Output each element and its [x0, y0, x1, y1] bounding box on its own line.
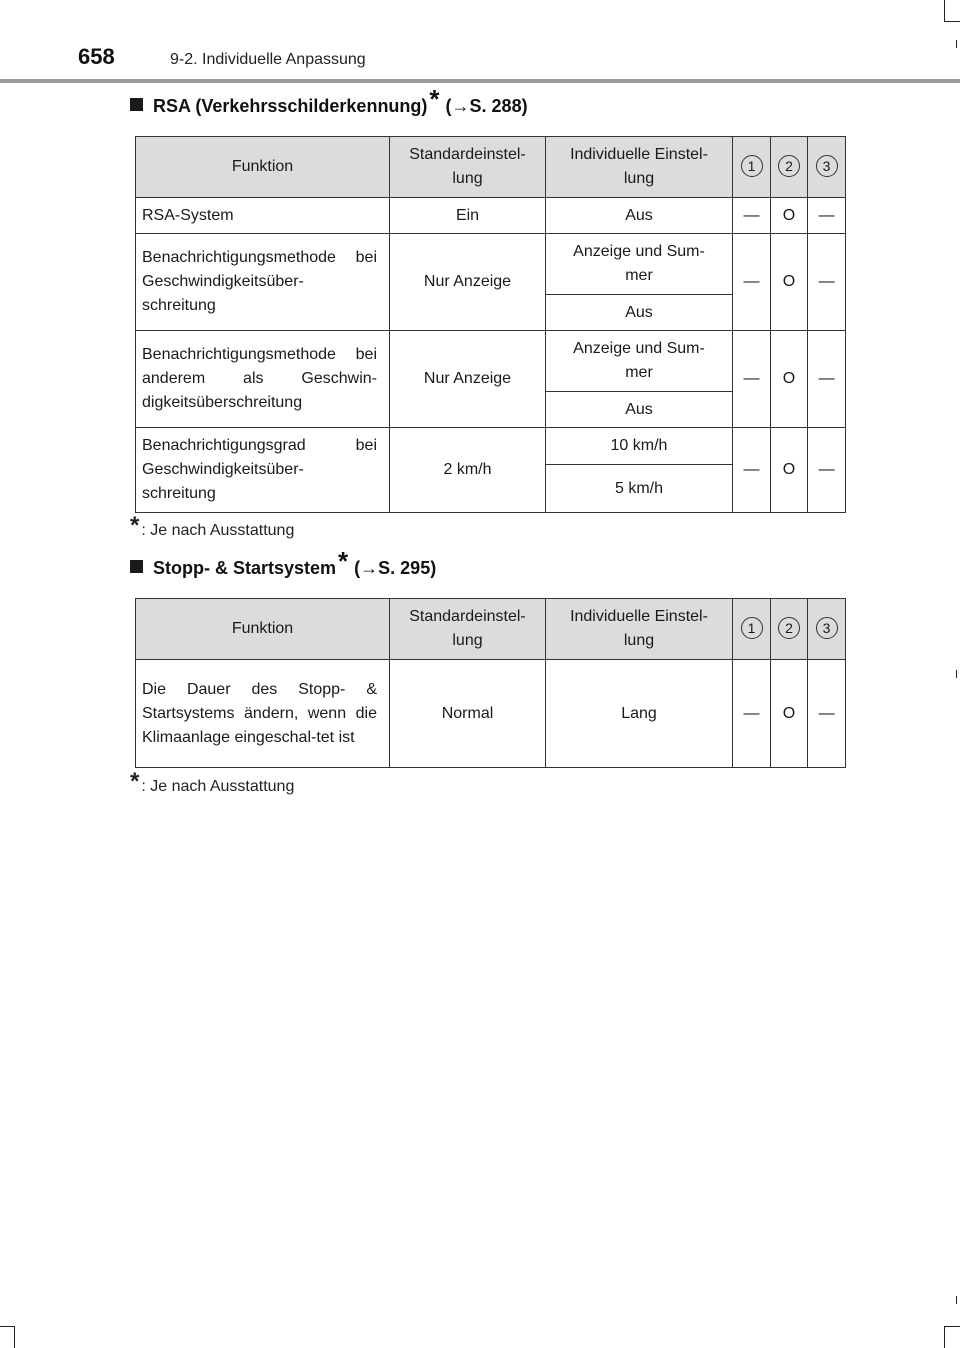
default-cell: Nur Anzeige	[390, 234, 546, 331]
number-2-icon: 2	[778, 155, 800, 177]
col-method-1	[733, 137, 771, 198]
method-3-cell: —	[808, 428, 846, 513]
method-3-cell: —	[808, 198, 846, 234]
number-3-icon: 3	[816, 155, 838, 177]
method-1-cell: —	[733, 428, 771, 513]
custom-cell: Lang	[546, 660, 733, 768]
footnote-text: : Je nach Ausstattung	[141, 778, 295, 795]
function-cell: RSA-System	[136, 198, 390, 234]
col-method-3	[808, 137, 846, 198]
method-1-cell: —	[733, 198, 771, 234]
custom-cell: Aus	[546, 392, 733, 428]
method-2-cell: O	[771, 331, 808, 428]
method-2-cell: O	[771, 198, 808, 234]
crop-mark	[956, 670, 957, 678]
custom-cell: Anzeige und Sum- mer	[546, 234, 733, 295]
table-row	[136, 660, 846, 768]
method-1-cell: —	[733, 660, 771, 768]
col-function: Funktion	[136, 137, 390, 198]
default-cell: Ein	[390, 198, 546, 234]
footnote-text: : Je nach Ausstattung	[141, 522, 295, 539]
page-number: 658	[78, 44, 115, 69]
col-method-2	[771, 137, 808, 198]
asterisk-icon: *	[429, 84, 440, 114]
crop-mark	[956, 1296, 957, 1304]
function-cell: Die Dauer des Stopp- & Startsystems ändern, wenn die Klimaanlage eingeschal-tet ist	[136, 660, 390, 768]
function-cell: Benachrichtigungsmethode bei Geschwindigkeitsüber-schreitung	[136, 234, 390, 331]
asterisk-icon: *	[130, 512, 140, 539]
table-row	[136, 234, 846, 295]
default-cell: Nur Anzeige	[390, 331, 546, 428]
rsa-title: RSA (Verkehrsschilderkennung)	[153, 96, 428, 116]
crop-mark	[944, 21, 960, 22]
custom-cell: Aus	[546, 198, 733, 234]
number-2-icon: 2	[778, 617, 800, 639]
stopstart-table	[135, 598, 846, 768]
method-2-cell: O	[771, 234, 808, 331]
function-cell: Benachrichtigungsgrad bei Geschwindigkeitsüber-schreitung	[136, 428, 390, 513]
stopstart-page-ref: (→S. 295)	[354, 558, 437, 578]
rsa-heading	[130, 84, 528, 117]
col-default-setting: Standardeinstel- lung	[390, 137, 546, 198]
col-custom-setting: Individuelle Einstel- lung	[546, 599, 733, 660]
crop-mark	[944, 1326, 960, 1327]
method-3-cell: —	[808, 660, 846, 768]
default-cell: Normal	[390, 660, 546, 768]
rsa-page-ref: (→S. 288)	[445, 96, 528, 116]
method-1-cell: —	[733, 331, 771, 428]
col-default-setting: Standardeinstel- lung	[390, 599, 546, 660]
method-3-cell: —	[808, 234, 846, 331]
bullet-square-icon	[130, 98, 143, 111]
method-1-cell: —	[733, 234, 771, 331]
method-2-cell: O	[771, 660, 808, 768]
crop-mark	[944, 0, 945, 22]
number-1-icon: 1	[741, 617, 763, 639]
col-function: Funktion	[136, 599, 390, 660]
asterisk-icon: *	[338, 546, 349, 576]
number-3-icon: 3	[816, 617, 838, 639]
custom-cell: Aus	[546, 295, 733, 331]
method-2-cell: O	[771, 428, 808, 513]
table-row	[136, 428, 846, 465]
section-title: 9-2. Individuelle Anpassung	[170, 51, 366, 68]
default-cell: 2 km/h	[390, 428, 546, 513]
crop-mark	[944, 1326, 945, 1348]
stopstart-heading	[130, 546, 437, 579]
crop-mark	[14, 1326, 15, 1348]
number-1-icon: 1	[741, 155, 763, 177]
table-row	[136, 331, 846, 392]
custom-cell: Anzeige und Sum- mer	[546, 331, 733, 392]
stopstart-title: Stopp- & Startsystem	[153, 558, 337, 578]
asterisk-icon: *	[130, 768, 140, 795]
col-custom-setting: Individuelle Einstel- lung	[546, 137, 733, 198]
method-3-cell: —	[808, 331, 846, 428]
table-header-row	[136, 599, 846, 660]
rsa-footnote	[130, 512, 295, 540]
function-cell: Benachrichtigungsmethode bei anderem als Geschwin-digkeitsüberschreitung	[136, 331, 390, 428]
bullet-square-icon	[130, 560, 143, 573]
col-method-3	[808, 599, 846, 660]
col-method-2	[771, 599, 808, 660]
col-method-1	[733, 599, 771, 660]
rsa-table	[135, 136, 846, 513]
stopstart-footnote	[130, 768, 295, 796]
table-header-row	[136, 137, 846, 198]
table-row	[136, 198, 846, 234]
custom-cell: 5 km/h	[546, 465, 733, 513]
custom-cell: 10 km/h	[546, 428, 733, 465]
header-rule	[0, 79, 960, 83]
crop-mark	[956, 40, 957, 48]
crop-mark	[0, 1326, 14, 1327]
